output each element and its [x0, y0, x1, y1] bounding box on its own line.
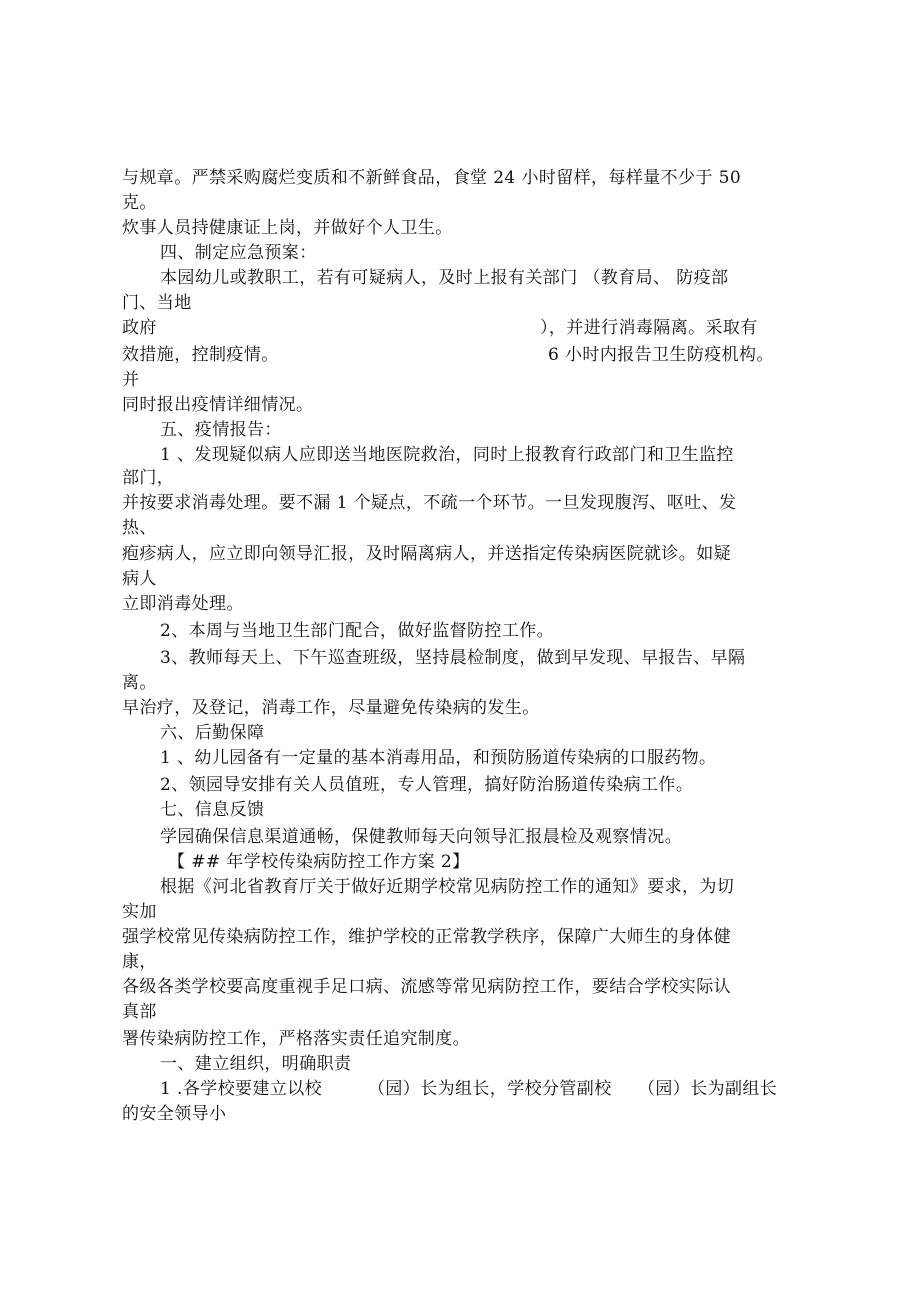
section-heading: 五、疫情报告：: [160, 420, 282, 440]
section-heading: 六、后勤保障: [160, 723, 265, 743]
text-line: 本园幼儿或教职工，若有可疑病人，及时上报有关部门 （教育局、 防疫部: [160, 268, 729, 288]
text-line: 1 .各学校要建立以校: [160, 1079, 323, 1099]
text-line: 1 、幼儿园备有一定量的基本消毒用品，和预防肠道传染病的口服药物。: [160, 748, 717, 768]
text-line: 学园确保信息渠道通畅，保健教师每天向领导汇报晨检及观察情况。: [160, 827, 682, 847]
text-line: 1 、发现疑似病人应即送当地医院救治，同时上报教育行政部门和卫生监控: [160, 445, 734, 465]
text-line: 康，: [122, 952, 157, 972]
text-line: 病人: [122, 569, 157, 589]
document-title: 【 ## 年学校传染病防控工作方案 2】: [168, 852, 470, 872]
text-line: 政府: [122, 318, 157, 338]
section-heading: 七、信息反馈: [160, 800, 265, 820]
text-line: 真部: [122, 1002, 157, 1022]
section-heading: 一、建立组织，明确职责: [160, 1054, 352, 1074]
text-line: 6 小时内报告卫生防疫机构。: [548, 345, 774, 365]
text-line: 与规章。严禁采购腐烂变质和不新鲜食品，食堂 24 小时留样，每样量不少于 50: [122, 168, 742, 188]
text-line: 效措施，控制疫情。: [122, 345, 279, 365]
text-line: 各级各类学校要高度重视手足口病、流感等常见病防控工作，要结合学校实际认: [122, 977, 731, 997]
text-line: 实加: [122, 902, 157, 922]
text-line: 早治疗，及登记，消毒工作，尽量避免传染病的发生。: [122, 698, 540, 718]
text-line: （园）长为组长，学校分管副校: [368, 1079, 612, 1099]
text-line: 疱疹病人，应立即向领导汇报，及时隔离病人，并送指定传染病医院就诊。如疑: [122, 544, 731, 564]
text-line: 炊事人员持健康证上岗，并做好个人卫生。: [122, 218, 453, 238]
text-line: 同时报出疫情详细情况。: [122, 395, 314, 415]
text-line: 立即消毒处理。: [122, 594, 244, 614]
text-line: 2、本周与当地卫生部门配合，做好监督防控工作。: [160, 621, 555, 641]
text-line: 强学校常见传染病防控工作，维护学校的正常教学秩序，保障广大师生的身体健: [122, 927, 731, 947]
text-line: 根据《河北省教育厅关于做好近期学校常见病防控工作的通知》要求，为切: [160, 877, 735, 897]
text-line: 离。: [122, 673, 157, 693]
text-line: （园）长为副组长: [638, 1079, 778, 1099]
text-line: 并: [122, 370, 140, 390]
text-line: 门、当地: [122, 293, 192, 313]
text-line: ），并进行消毒隔离。采取有: [540, 318, 758, 338]
text-line: 克。: [122, 193, 157, 213]
text-line: 热、: [122, 518, 157, 538]
section-heading: 四、制定应急预案：: [160, 243, 317, 263]
text-line: 3、教师每天上、下午巡查班级，坚持晨检制度，做到早发现、早报告、早隔: [160, 648, 746, 668]
text-line: 2、领园导安排有关人员值班，专人管理，搞好防治肠道传染病工作。: [160, 775, 694, 795]
text-line: 并按要求消毒处理。要不漏 1 个疑点，不疏一个环节。一旦发现腹泻、呕吐、发: [122, 493, 737, 513]
text-line: 的安全领导小: [122, 1104, 227, 1124]
text-line: 署传染病防控工作，严格落实责任追究制度。: [122, 1029, 470, 1049]
text-line: 部门，: [122, 468, 175, 488]
